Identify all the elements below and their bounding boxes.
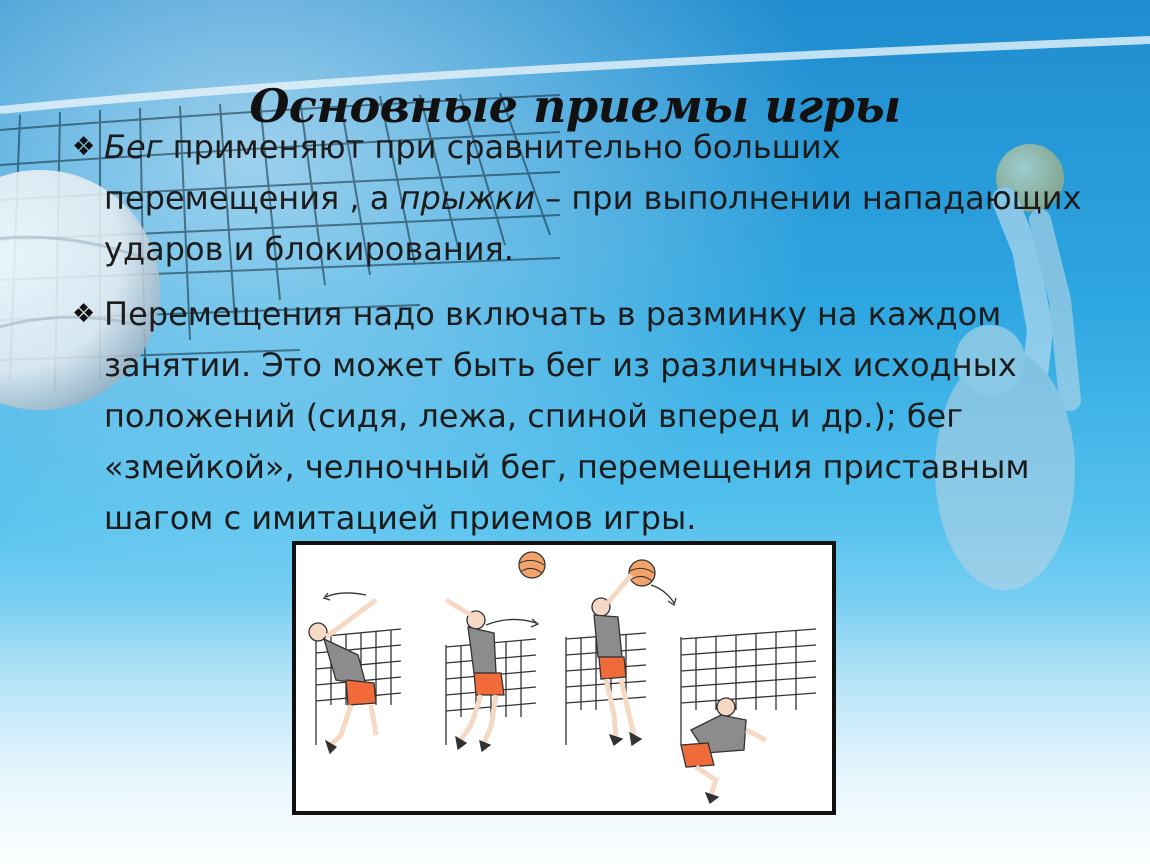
spike-drawing — [296, 545, 832, 811]
player-figure — [592, 575, 641, 745]
bullet-item — [72, 122, 1082, 275]
volleyball-icon — [629, 560, 655, 586]
bullet-item — [72, 289, 1082, 544]
player-figure — [446, 600, 504, 751]
bullet-text-run: применяют при сравнительно больших перемещения , а — [104, 128, 841, 217]
diamond-bullet-icon: ❖ — [72, 132, 96, 162]
player-figure — [309, 600, 376, 753]
slide-title: Основные приемы игры — [249, 78, 901, 133]
bullet-list — [72, 122, 1082, 558]
bullet-text-run: прыжки — [399, 179, 535, 217]
diamond-bullet-icon: ❖ — [72, 299, 96, 329]
player-figure — [681, 698, 766, 803]
bullet-text-run: – при выполнении нападающих ударов и блокирования. — [104, 179, 1082, 268]
bullet-text-run: Бег — [104, 128, 163, 166]
bullet-text-run: Перемещения надо включать в разминку на каждом занятии. Это может быть бег из различных исходных положений (сидя, лежа, спиной вперед и др.); бег «змейкой», челночный бег, перемещения приставным шагом с имитацией приемов игры. — [104, 295, 1030, 537]
volleyball-icon — [519, 552, 545, 578]
spike-sequence-illustration — [292, 541, 836, 815]
